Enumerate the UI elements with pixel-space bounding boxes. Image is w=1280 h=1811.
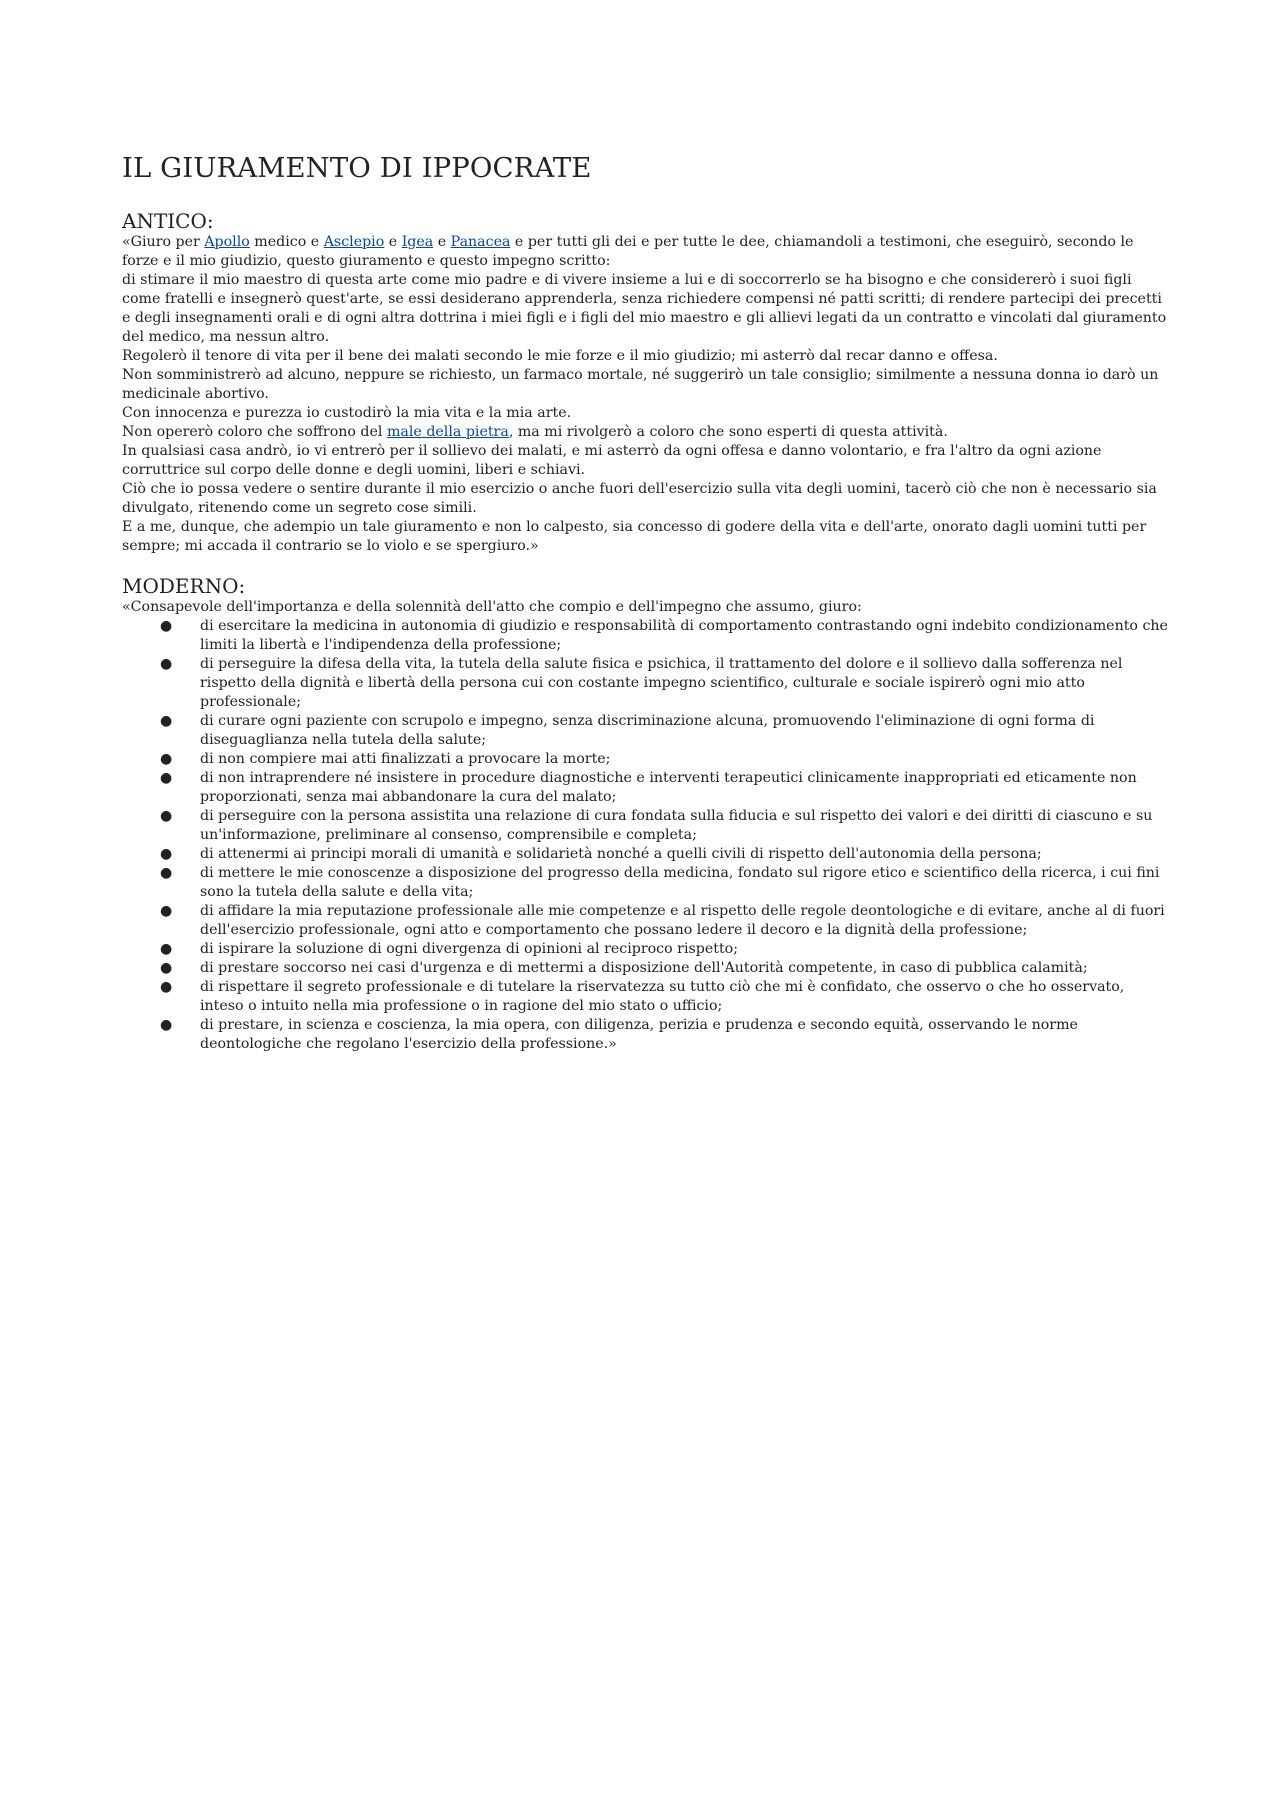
- section-moderno: [122, 574, 1172, 1054]
- bullet-icon: ●: [160, 770, 173, 786]
- link-asclepio[interactable]: Asclepio: [323, 234, 385, 250]
- paragraph-somministrero: Non somministrerò ad alcuno, neppure se richiesto, un farmaco mortale, né suggerirò un tale consiglio; similmente a nessuna donna io darò un medicinale abortivo.: [122, 367, 1159, 402]
- text-segment: e per tutti gli dei e per tutte le dee, chiamandoli a testimoni, che eseguirò, secondo le forze e il mio giudizio, questo giuramento e questo impegno scritto:: [122, 234, 1134, 269]
- paragraph-stimare: di stimare il mio maestro di questa arte come mio padre e di vivere insieme a lui e di soccorrerlo se ha bisogno e che considererò i suoi figli come fratelli e insegnerò quest'arte, se essi desiderano apprenderla, senza richiedere compensi né patti scritti; di rendere partecipi dei precetti e degli insegnamenti orali e di ogni altra dottrina i miei figli e i figli del mio maestro e gli allievi legati da un contratto e vincolati dal giuramento del medico, ma nessun altro.: [122, 272, 1167, 345]
- text-segment: e: [433, 234, 451, 250]
- paragraph-pietra: [122, 423, 1172, 442]
- list-item: [160, 769, 1172, 807]
- list-item: [160, 864, 1172, 902]
- list-item-text: di rispettare il segreto professionale e di tutelare la riservatezza su tutto ciò che mi è confidato, che osservo o che ho osservato, inteso o intuito nella mia professione o in ragione del mio stato o ufficio;: [200, 979, 1125, 1014]
- text-segment: Non opererò coloro che soffrono del: [122, 424, 387, 440]
- paragraph-innocenza: Con innocenza e purezza io custodirò la mia vita e la mia arte.: [122, 405, 572, 421]
- bullet-icon: ●: [160, 960, 173, 976]
- list-item: [160, 807, 1172, 845]
- list-item-text: di curare ogni paziente con scrupolo e impegno, senza discriminazione alcuna, promuovendo l'eliminazione di ogni forma di diseguaglianza nella tutela della salute;: [200, 713, 1095, 748]
- list-item: [160, 940, 1172, 959]
- bullet-icon: ●: [160, 941, 173, 957]
- paragraph-intro-antico: [122, 233, 1172, 271]
- text-segment: «Giuro per: [122, 234, 205, 250]
- link-male-della-pietra[interactable]: male della pietra: [386, 424, 509, 440]
- bullet-icon: ●: [160, 713, 173, 729]
- bullet-icon: ●: [160, 808, 173, 824]
- oath-list: [122, 617, 1172, 1054]
- list-item: [160, 655, 1172, 712]
- text-segment: medico e: [249, 234, 324, 250]
- list-item-text: di prestare, in scienza e coscienza, la mia opera, con diligenza, perizia e prudenza e secondo equità, osservando le norme deontologiche che regolano l'esercizio della professione.»: [200, 1017, 1078, 1052]
- list-item: [160, 712, 1172, 750]
- list-item-text: di affidare la mia reputazione professionale alle mie competenze e al rispetto delle regole deontologiche e di evitare, anche al di fuori dell'esercizio professionale, ogni atto e comportamento che possano ledere il decoro e la dignità della professione;: [200, 903, 1165, 938]
- paragraph-finale: E a me, dunque, che adempio un tale giuramento e non lo calpesto, sia concesso di godere della vita e dell'arte, onorato dagli uomini tutti per sempre; mi accada il contrario se lo violo e se spergiuro.»: [122, 519, 1147, 554]
- bullet-icon: ●: [160, 846, 173, 862]
- list-item: [160, 1016, 1172, 1054]
- paragraph-intro-moderno: «Consapevole dell'importanza e della solennità dell'atto che compio e dell'impegno che assumo, giuro:: [122, 599, 862, 615]
- list-item: [160, 902, 1172, 940]
- paragraph-regolero: Regolerò il tenore di vita per il bene dei malati secondo le mie forze e il mio giudizio; mi asterrò dal recar danno e offesa.: [122, 348, 998, 364]
- text-segment: , ma mi rivolgerò a coloro che sono esperti di questa attività.: [508, 424, 948, 440]
- paragraph-casa: In qualsiasi casa andrò, io vi entrerò per il sollievo dei malati, e mi asterrò da ogni offesa e danno volontario, e fra l'altro da ogni azione corruttrice sul corpo delle donne e degli uomini, liberi e schiavi.: [122, 443, 1102, 478]
- section-antico: [122, 209, 1172, 556]
- text-segment: e: [384, 234, 402, 250]
- bullet-icon: ●: [160, 979, 173, 995]
- list-item-text: di non intraprendere né insistere in procedure diagnostiche e interventi terapeutici clinicamente inappropriati ed eticamente non proporzionati, senza mai abbandonare la cura del malato;: [200, 770, 1137, 805]
- list-item-text: di ispirare la soluzione di ogni divergenza di opinioni al reciproco rispetto;: [200, 941, 738, 957]
- bullet-icon: ●: [160, 656, 173, 672]
- list-item: [160, 617, 1172, 655]
- list-item-text: di perseguire con la persona assistita una relazione di cura fondata sulla fiducia e sul rispetto dei valori e dei diritti di ciascuno e su un'informazione, preliminare al consenso, comprensibile e completa;: [200, 808, 1153, 843]
- bullet-icon: ●: [160, 1017, 173, 1033]
- list-item-text: di perseguire la difesa della vita, la tutela della salute fisica e psichica, il trattamento del dolore e il sollievo dalla sofferenza nel rispetto della dignità e libertà della persona cui con costante impegno scientifico, culturale e sociale ispirerò ogni mio atto professionale;: [200, 656, 1123, 710]
- paragraph-segreto: Ciò che io possa vedere o sentire durante il mio esercizio o anche fuori dell'esercizio sulla vita degli uomini, tacerò ciò che non è necessario sia divulgato, ritenendo come un segreto cose simili.: [122, 481, 1157, 516]
- list-item: [160, 959, 1172, 978]
- section-heading-moderno: MODERNO:: [122, 574, 246, 598]
- document-title: IL GIURAMENTO DI IPPOCRATE: [122, 152, 592, 184]
- link-igea[interactable]: Igea: [401, 234, 434, 250]
- bullet-icon: ●: [160, 865, 173, 881]
- list-item: [160, 978, 1172, 1016]
- list-item: [160, 845, 1172, 864]
- bullet-icon: ●: [160, 751, 173, 767]
- document-page: [122, 152, 1172, 1054]
- bullet-icon: ●: [160, 618, 173, 634]
- list-item-text: di prestare soccorso nei casi d'urgenza e di mettermi a disposizione dell'Autorità competente, in caso di pubblica calamità;: [200, 960, 1088, 976]
- list-item-text: di mettere le mie conoscenze a disposizione del progresso della medicina, fondato sul rigore etico e scientifico della ricerca, i cui fini sono la tutela della salute e della vita;: [200, 865, 1160, 900]
- link-apollo[interactable]: Apollo: [204, 234, 250, 250]
- section-heading-antico: ANTICO:: [122, 209, 214, 233]
- bullet-icon: ●: [160, 903, 173, 919]
- link-panacea[interactable]: Panacea: [450, 234, 511, 250]
- list-item: [160, 750, 1172, 769]
- list-item-text: di non compiere mai atti finalizzati a provocare la morte;: [200, 751, 611, 767]
- list-item-text: di attenermi ai principi morali di umanità e solidarietà nonché a quelli civili di rispetto dell'autonomia della persona;: [200, 846, 1042, 862]
- list-item-text: di esercitare la medicina in autonomia di giudizio e responsabilità di comportamento contrastando ogni indebito condizionamento che limiti la libertà e l'indipendenza della professione;: [200, 618, 1168, 653]
